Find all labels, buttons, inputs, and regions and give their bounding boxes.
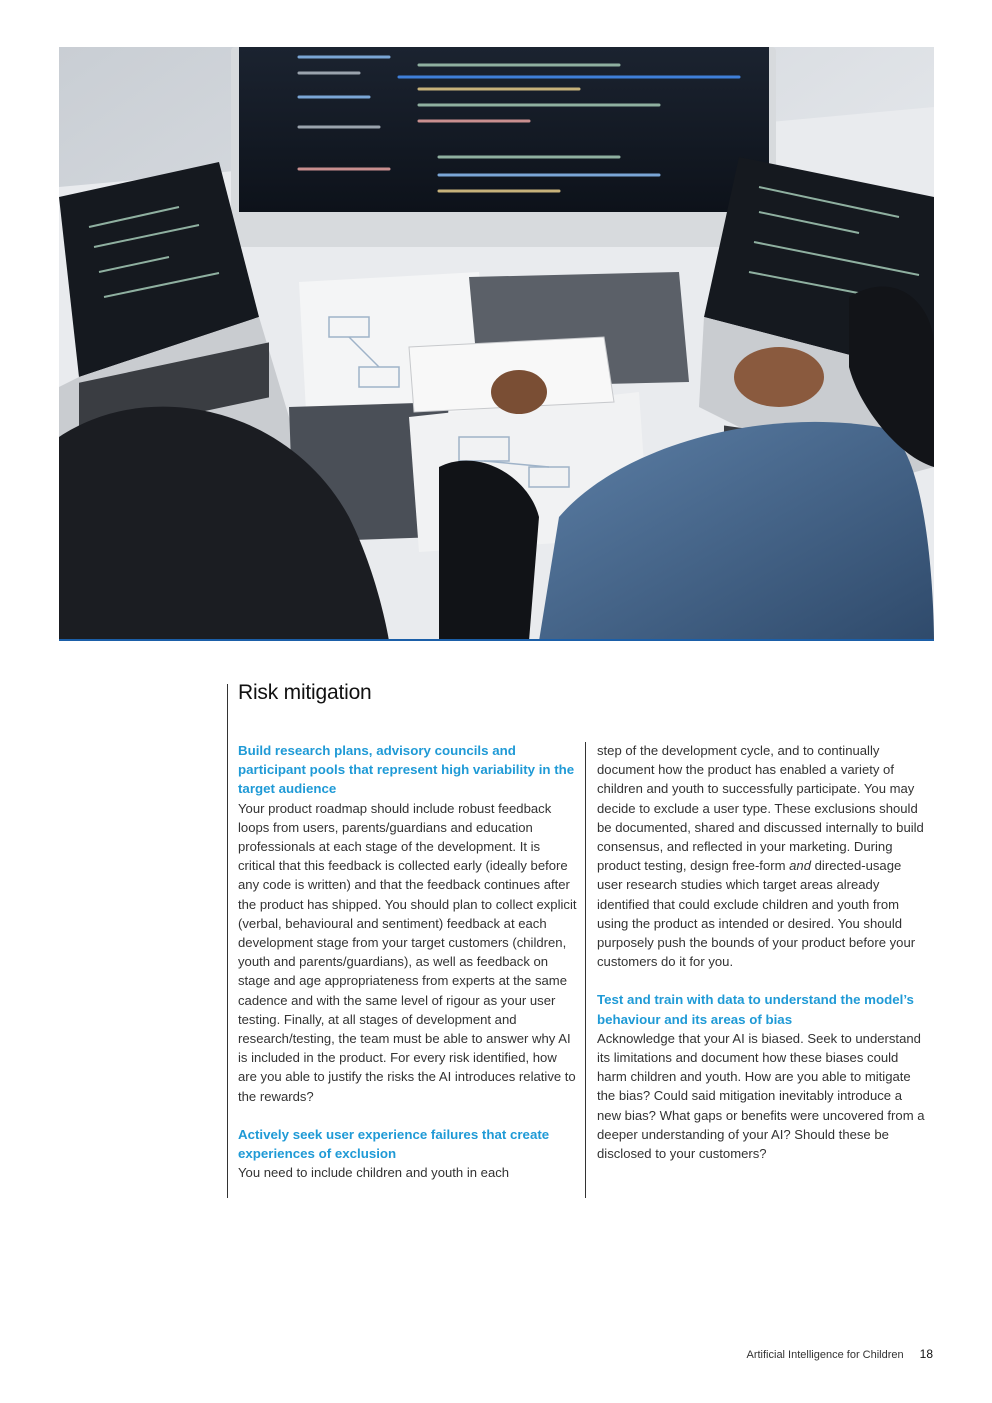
section-vertical-rule <box>227 684 228 1198</box>
photo-bottom-rule <box>59 639 934 641</box>
hero-photo <box>59 47 934 641</box>
hero-photo-illustration <box>59 47 934 641</box>
body-ux-failures-start: You need to include children and youth in each <box>238 1165 510 1181</box>
section-title: Risk mitigation <box>238 681 372 704</box>
heading-research-plans: Build research plans, advisory councils and participant pools that represent high variability in the target audience <box>238 743 575 797</box>
left-column <box>238 741 578 1182</box>
body-continued-part2: directed-usage user research studies which target areas already identified that could exclude children and youth from using the product as intended or desired. You should purposely push the bounds of your product before your customers do it for you. <box>597 858 916 970</box>
right-column <box>597 741 927 1163</box>
heading-ux-failures: Actively seek user experience failures that create experiences of exclusion <box>238 1126 550 1162</box>
body-continued-emphasis: and <box>789 858 811 874</box>
page-number: 18 <box>919 1347 933 1361</box>
column-divider <box>585 742 586 1198</box>
heading-test-train: Test and train with data to understand the model’s behaviour and its areas of bias <box>597 992 914 1027</box>
body-test-train: Acknowledge that your AI is biased. Seek to understand its limitations and document how these biases could harm children and youth. How are you able to mitigate the bias? Could said mitigation inevitably introduce a new bias? What gaps or benefits were uncovered from a deeper understanding of your AI? Should these be disclosed to your customers? <box>597 1030 925 1162</box>
body-continued-part1: step of the development cycle, and to continually document how the product has enabled a variety of children and youth to successfully participate. You may decide to exclude a user type. These exclusions should be documented, shared and discussed internally to build consensus, and reflected in your marketing. During product testing, design free-form <box>597 743 924 874</box>
body-research-plans: Your product roadmap should include robust feedback loops from users, parents/guardians and education professionals at each stage of the development. It is critical that this feedback is collected early (ideally before any code is written) and that the feedback continues after the product has shipped. You should plan to collect explicit (verbal, behavioural and sentiment) feedback at each development stage from your target customers (children, youth and parents/guardians), as well as feedback on stage and age appropriateness from experts at the same cadence and with the same level of rigour as your user testing. Finally, at all stages of development and research/testing, the team must be able to answer why AI is included in the product. For every risk identified, how are you able to justify the risks the AI introduces relative to the rewards? <box>238 800 577 1104</box>
body-ux-failures-continued <box>597 741 927 971</box>
page-footer <box>747 1347 934 1361</box>
footer-publication: Artificial Intelligence for Children <box>746 1349 904 1361</box>
